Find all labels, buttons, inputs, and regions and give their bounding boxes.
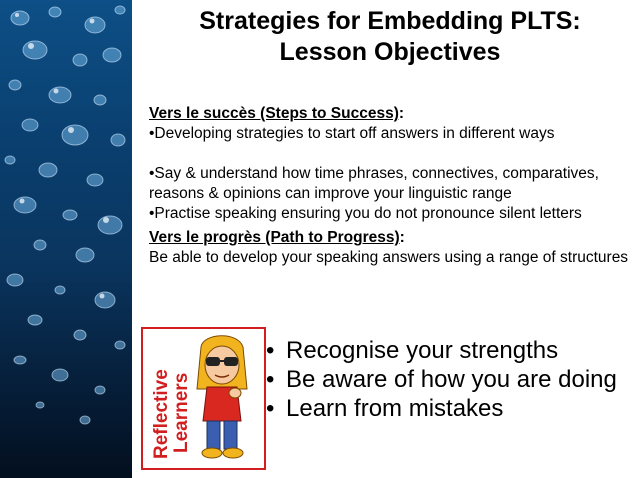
success-item-1: •Developing strategies to start off answers in different ways [149,125,555,142]
badge-label-learners: Learners [171,372,192,453]
bullet-marker: • [266,395,275,422]
badge-label-reflective: Reflective [151,369,172,459]
success-heading-colon: : [398,105,405,122]
bullet-item [266,336,617,365]
reflective-learners-badge [141,327,266,470]
reflective-bullets [266,336,617,423]
progress-heading [149,228,629,248]
water-droplets-image [0,0,132,478]
bullet-text-2: Be aware of how you are doing [286,366,617,393]
success-heading-text: Vers le succès (Steps to Success) [149,105,399,122]
success-item-2: •Say & understand how time phrases, connectives, comparatives, reasons & opinions can improve your linguistic range [149,165,599,202]
title-line-1: Strategies for Embedding PLTS: [199,7,581,35]
progress-text: Be able to develop your speaking answers using a range of structures [149,249,629,266]
success-item-3: •Practise speaking ensuring you do not pronounce silent letters [149,205,582,222]
bullet-text-3: Learn from mistakes [286,395,504,422]
slide-title [140,6,638,68]
success-heading [149,104,629,124]
bullet-marker: • [266,366,275,393]
progress-heading-colon: : [399,229,405,246]
title-line-2: Lesson Objectives [279,38,501,66]
bullet-text-1: Recognise your strengths [286,337,559,364]
cartoon-character [197,336,247,458]
bullet-item [266,365,617,394]
droplets-graphic [0,0,132,478]
objectives-content [149,104,629,268]
progress-heading-text: Vers le progrès (Path to Progress) [149,229,400,246]
bullet-item [266,394,617,423]
bullet-marker: • [266,337,275,364]
reflective-learner-character-icon [143,329,264,468]
